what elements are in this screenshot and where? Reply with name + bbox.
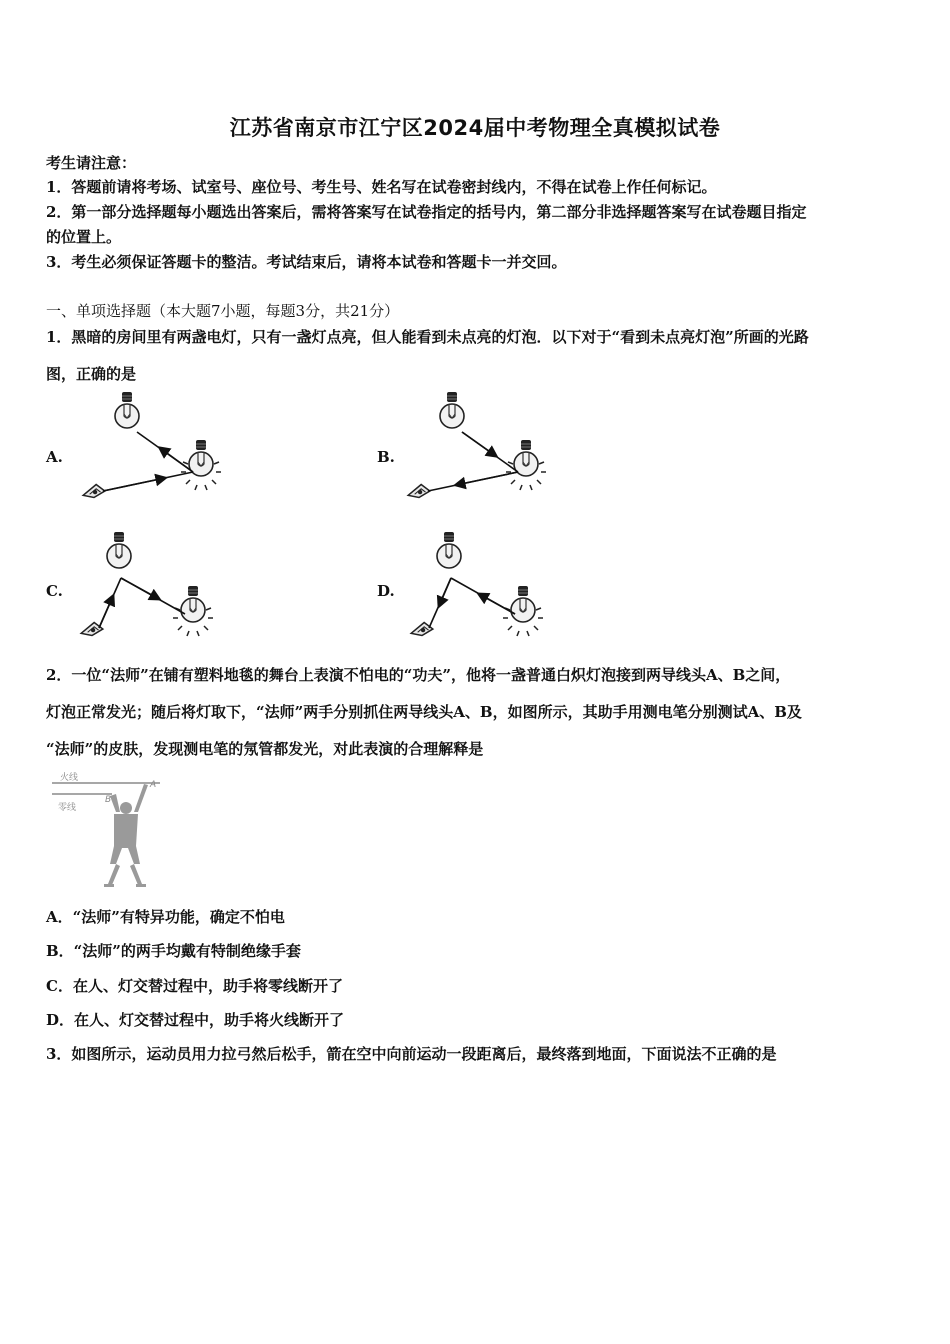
q2-option-d: D．在人、灯交替过程中，助手将火线断开了	[46, 1011, 345, 1029]
question-2-line-3: “法师”的皮肤，发现测电笔的氖管都发光，对此表演的合理解释是	[46, 740, 484, 758]
question-1-line-2: 图，正确的是	[46, 365, 137, 383]
question-2-line-1: 2．一位“法师”在铺有塑料地毯的舞台上表演不怕电的“功夫”，他将一盏普通白炽灯泡接到两导线头A、B之间，	[46, 666, 791, 684]
lit-bulb-icon	[511, 586, 535, 622]
unlit-bulb-icon	[440, 392, 464, 428]
unlit-bulb-icon	[437, 532, 461, 568]
notice-item-2-cont: 的位置上。	[46, 228, 122, 246]
point-a-label: A	[150, 780, 157, 790]
q2-option-a: A．“法师”有特异功能，确定不怕电	[46, 908, 285, 926]
q1-option-d-diagram	[405, 530, 565, 645]
eye-icon	[81, 623, 103, 636]
q1-option-c-label: C.	[46, 582, 63, 600]
lit-bulb-icon	[189, 440, 213, 476]
notice-item-2: 2．第一部分选择题每小题选出答案后，需将答案写在试卷指定的括号内，第二部分非选择题答案写在试卷题目指定	[46, 203, 807, 221]
eye-icon	[83, 485, 105, 498]
notice-item-1: 1．答题前请将考场、试室号、座位号、考生号、姓名写在试卷密封线内，不得在试卷上作任何标记。	[46, 178, 717, 196]
live-wire-label: 火线	[60, 773, 79, 783]
eye-icon	[411, 623, 433, 636]
q1-option-a-diagram	[75, 390, 235, 505]
q2-option-b: B．“法师”的两手均戴有特制绝缘手套	[46, 942, 301, 960]
question-3-line-1: 3．如图所示，运动员用力拉弓然后松手，箭在空中向前运动一段距离后，最终落到地面，下面说法不正确的是	[46, 1045, 777, 1063]
question-2-line-2: 灯泡正常发光；随后将灯取下，“法师”两手分别抓住两导线头A、B，如图所示，其助手用测电笔分别测试A、B及	[46, 703, 802, 721]
notice-item-3: 3．考生必须保证答题卡的整洁。考试结束后，请将本试卷和答题卡一并交回。	[46, 253, 567, 271]
section-heading: 一、单项选择题（本大题7小题，每题3分，共21分）	[46, 302, 400, 320]
q1-option-b-label: B.	[377, 448, 395, 466]
notice-heading: 考生请注意：	[46, 154, 137, 172]
question-1-line-1: 1．黑暗的房间里有两盏电灯，只有一盏灯点亮，但人能看到未点亮的灯泡．以下对于“看到未点亮灯泡”所画的光路	[46, 328, 809, 346]
q2-option-c: C．在人、灯交替过程中，助手将零线断开了	[46, 977, 343, 995]
unlit-bulb-icon	[107, 532, 131, 568]
lit-bulb-icon	[514, 440, 538, 476]
point-b-label: B	[105, 795, 112, 805]
lit-bulb-icon	[181, 586, 205, 622]
eye-icon	[408, 485, 430, 498]
q1-option-d-label: D.	[377, 582, 395, 600]
unlit-bulb-icon	[115, 392, 139, 428]
neutral-wire-label: 零线	[58, 803, 77, 813]
q1-option-a-label: A.	[46, 448, 63, 466]
q1-option-b-diagram	[400, 390, 560, 505]
page-title: 江苏省南京市江宁区2024届中考物理全真模拟试卷	[229, 116, 721, 140]
q2-performer-diagram	[50, 768, 165, 890]
q1-option-c-diagram	[75, 530, 235, 645]
